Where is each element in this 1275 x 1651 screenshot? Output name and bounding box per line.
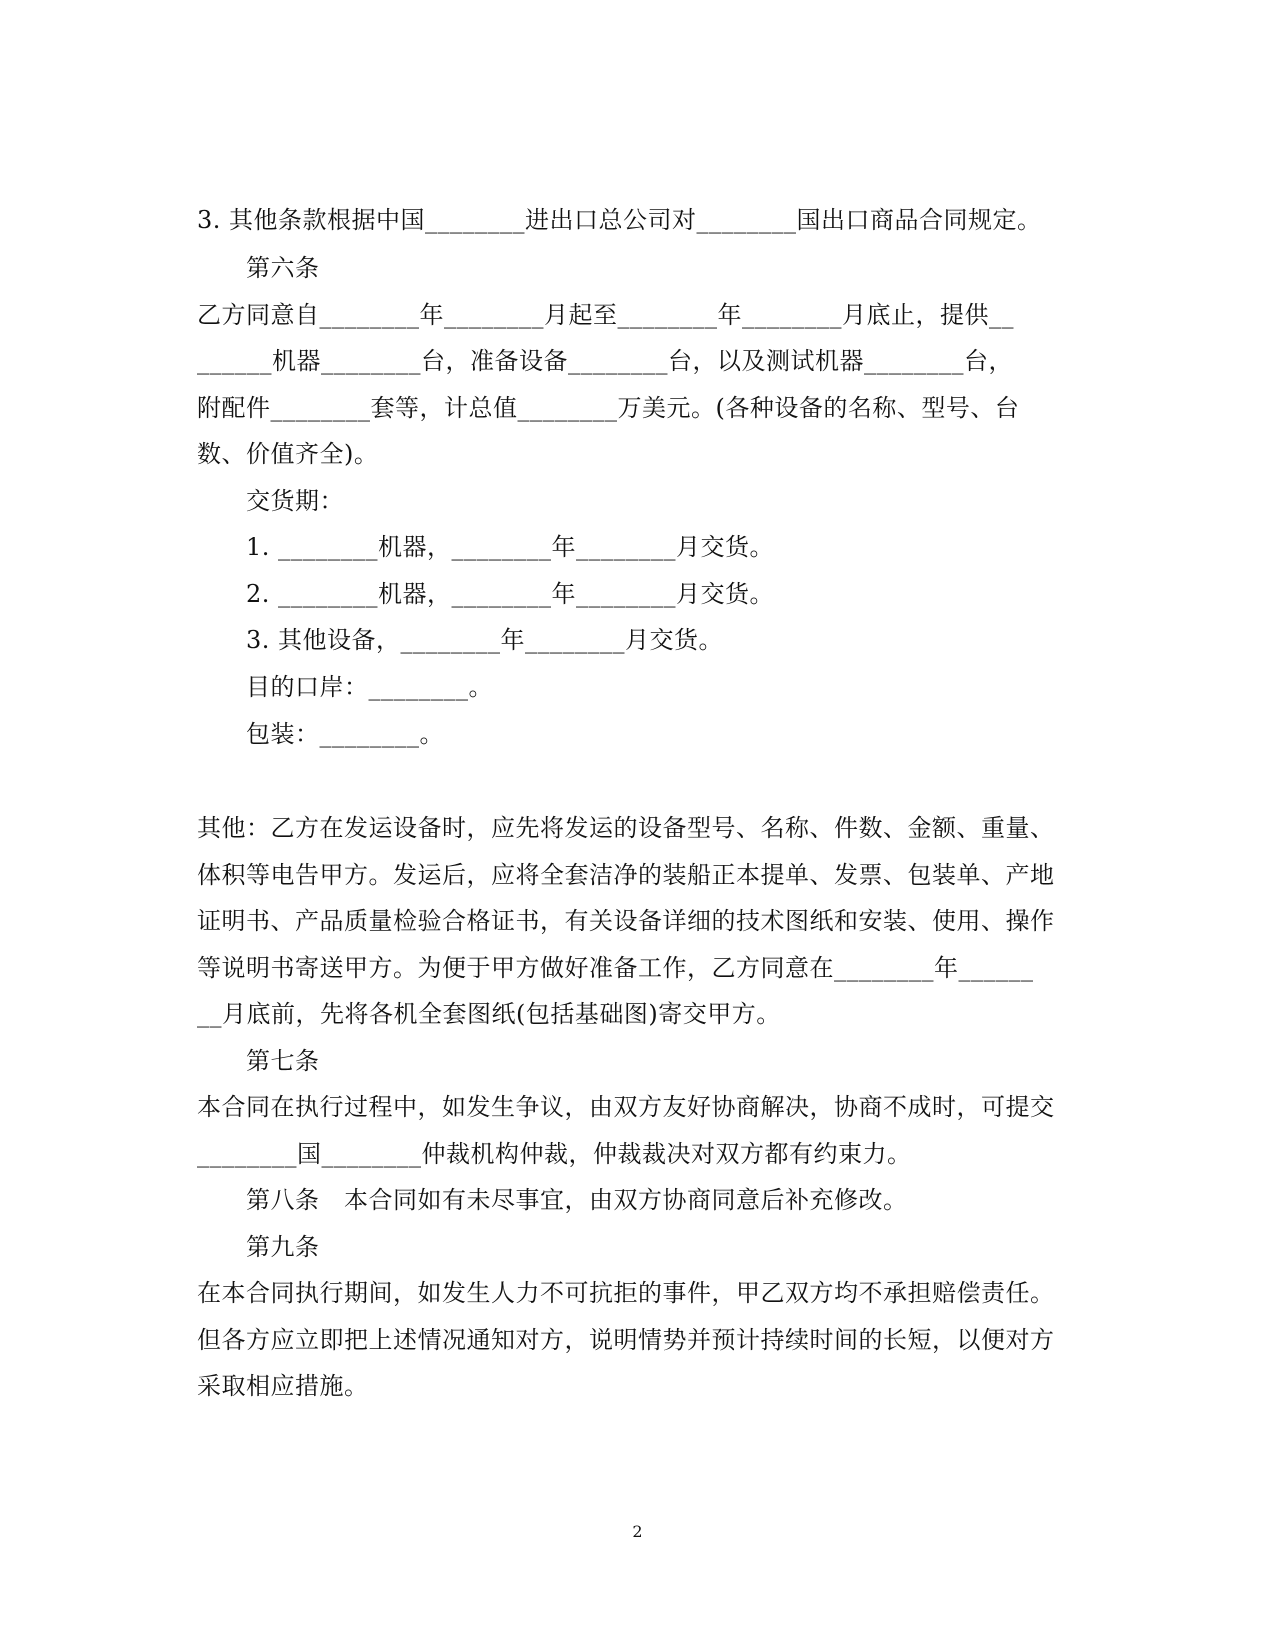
clause-5-item-3: 3. 其他条款根据中国________进出口总公司对________国出口商品合同规定。 [197, 206, 1042, 234]
other-terms-line-2: 体积等电告甲方。发运后，应将全套洁净的装船正本提单、发票、包装单、产地 [197, 861, 1055, 889]
article-6-heading: 第六条 [246, 254, 320, 282]
destination-port: 目的口岸：________。 [246, 673, 493, 701]
article-9-heading: 第九条 [246, 1233, 320, 1261]
delivery-period-label: 交货期： [246, 487, 344, 515]
article-9-text-line-1: 在本合同执行期间，如发生人力不可抗拒的事件，甲乙双方均不承担赔偿责任。 [197, 1279, 1055, 1307]
delivery-item-1: 1. ________机器，________年________月交货。 [246, 533, 775, 561]
packaging: 包装：________。 [246, 720, 444, 748]
other-terms-line-4: 等说明书寄送甲方。为便于甲方做好准备工作，乙方同意在________年______ [197, 954, 1034, 982]
other-terms-line-1: 其他：乙方在发运设备时，应先将发运的设备型号、名称、件数、金额、重量、 [197, 814, 1055, 842]
article-7-text-line-1: 本合同在执行过程中，如发生争议，由双方友好协商解决，协商不成时，可提交 [197, 1093, 1055, 1121]
delivery-item-3: 3. 其他设备，________年________月交货。 [246, 626, 724, 654]
other-terms-line-3: 证明书、产品质量检验合格证书，有关设备详细的技术图纸和安装、使用、操作 [197, 907, 1055, 935]
article-6-text-line-3: 附配件________套等，计总值________万美元。(各种设备的名称、型号、台 [197, 394, 1020, 422]
article-7-heading: 第七条 [246, 1047, 320, 1075]
other-terms-line-5: __月底前，先将各机全套图纸(包括基础图)寄交甲方。 [197, 1000, 781, 1028]
page-number: 2 [632, 1522, 643, 1541]
article-9-text-line-2: 但各方应立即把上述情况通知对方，说明情势并预计持续时间的长短，以便对方 [197, 1326, 1055, 1354]
article-6-text-line-4: 数、价值齐全)。 [197, 440, 379, 468]
article-9-text-line-3: 采取相应措施。 [197, 1372, 369, 1400]
article-6-text-line-1: 乙方同意自________年________月起至________年________月底止，提供__ [197, 301, 1014, 329]
article-6-text-line-2: ______机器________台，准备设备________台，以及测试机器________台， [197, 347, 1013, 375]
article-7-text-line-2: ________国________仲裁机构仲裁，仲裁裁决对双方都有约束力。 [197, 1140, 912, 1168]
article-8: 第八条 本合同如有未尽事宜，由双方协商同意后补充修改。 [246, 1186, 908, 1214]
delivery-item-2: 2. ________机器，________年________月交货。 [246, 580, 775, 608]
